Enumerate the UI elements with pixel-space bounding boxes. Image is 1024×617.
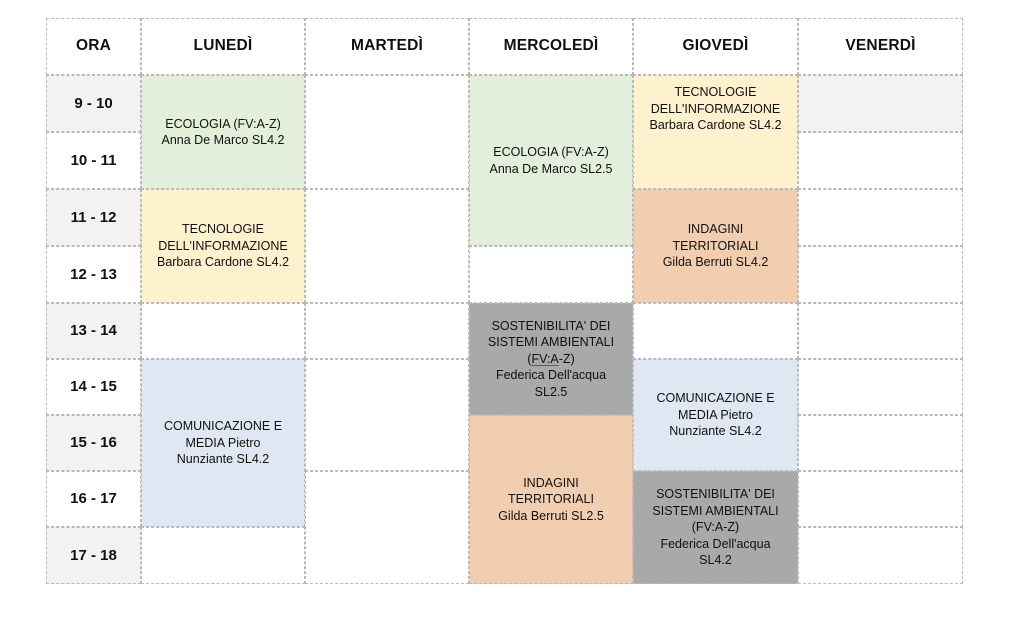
empty-cell (305, 189, 469, 303)
lunedi-tecnologie: TECNOLOGIE DELL'INFORMAZIONE Barbara Cardone SL4.2 (141, 189, 305, 303)
empty-cell (141, 303, 305, 359)
time-slot: 14 - 15 (46, 359, 141, 415)
empty-cell (305, 303, 469, 359)
mercoledi-sostenibilita: SOSTENIBILITA' DEI SISTEMI AMBIENTALI (FV:A-Z) Federica Dell'acqua SL2.5 (469, 303, 633, 415)
time-slot: 15 - 16 (46, 415, 141, 471)
mercoledi-indagini: INDAGINI TERRITORIALI Gilda Berruti SL2.5 (469, 415, 633, 584)
time-slot: 11 - 12 (46, 189, 141, 246)
empty-cell (305, 471, 469, 584)
header-mercoledi: MERCOLEDÌ (469, 18, 633, 75)
header-venerdi: VENERDÌ (798, 18, 963, 75)
empty-cell (798, 303, 963, 359)
empty-cell (798, 471, 963, 527)
giovedi-indagini: INDAGINI TERRITORIALI Gilda Berruti SL4.2 (633, 189, 798, 303)
empty-cell (141, 527, 305, 584)
time-slot: 16 - 17 (46, 471, 141, 527)
time-slot: 13 - 14 (46, 303, 141, 359)
giovedi-tecnologie: TECNOLOGIE DELL'INFORMAZIONE Barbara Cardone SL4.2 (633, 75, 798, 189)
empty-cell (633, 303, 798, 359)
header-ora: ORA (46, 18, 141, 75)
time-slot: 17 - 18 (46, 527, 141, 584)
header-giovedi: GIOVEDÌ (633, 18, 798, 75)
empty-cell (798, 132, 963, 189)
empty-cell (798, 246, 963, 303)
empty-cell (798, 415, 963, 471)
empty-cell (305, 75, 469, 189)
header-martedi: MARTEDÌ (305, 18, 469, 75)
giovedi-comunicazione: COMUNICAZIONE E MEDIA Pietro Nunziante SL4.2 (633, 359, 798, 471)
time-slot: 9 - 10 (46, 75, 141, 132)
empty-cell (798, 75, 963, 132)
mercoledi-ecologia: ECOLOGIA (FV:A-Z) Anna De Marco SL2.5 (469, 75, 633, 246)
empty-cell (798, 189, 963, 246)
empty-cell (469, 246, 633, 303)
time-slot: 10 - 11 (46, 132, 141, 189)
timetable (46, 18, 963, 584)
empty-cell (798, 527, 963, 584)
time-slot: 12 - 13 (46, 246, 141, 303)
giovedi-sostenibilita: SOSTENIBILITA' DEI SISTEMI AMBIENTALI (FV:A-Z) Federica Dell'acqua SL4.2 (633, 471, 798, 584)
lunedi-ecologia: ECOLOGIA (FV:A-Z) Anna De Marco SL4.2 (141, 75, 305, 189)
empty-cell (798, 359, 963, 415)
header-lunedi: LUNEDÌ (141, 18, 305, 75)
lunedi-comunicazione: COMUNICAZIONE E MEDIA Pietro Nunziante SL4.2 (141, 359, 305, 527)
empty-cell (305, 359, 469, 471)
